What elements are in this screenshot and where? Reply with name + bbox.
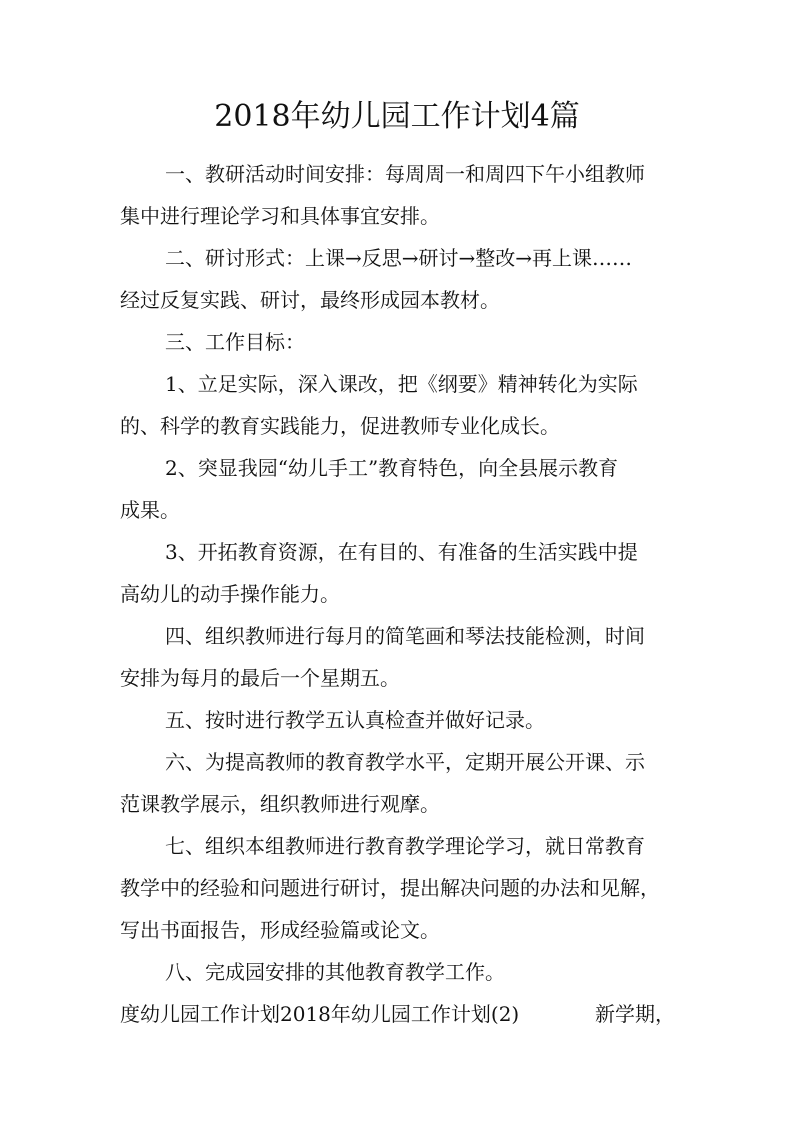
text-line: 五、按时进行教学五认真检查并做好记录。 [165, 708, 545, 732]
text-line: 八、完成园安排的其他教育教学工作。 [165, 960, 505, 984]
text-line: 一、教研活动时间安排：每周周一和周四下午小组教师 [165, 162, 645, 186]
text-line: 集中进行理论学习和具体事宜安排。 [120, 204, 440, 228]
text-line: 成果。 [120, 498, 180, 522]
text-line: 六、为提高教师的教育教学水平，定期开展公开课、示 [165, 750, 645, 774]
text-line: 2、突显我园“幼儿手工”教育特色，向全县展示教育 [165, 456, 619, 480]
text-line: 写出书面报告，形成经验篇或论文。 [120, 918, 440, 942]
text-line: 3、开拓教育资源，在有目的、有准备的生活实践中提 [165, 540, 638, 564]
text-line: 七、组织本组教师进行教育教学理论学习，就日常教育 [165, 834, 645, 858]
text-line: 二、研讨形式：上课→反思→研讨→整改→再上课…… [165, 246, 633, 270]
footer-text-line [120, 998, 675, 1030]
text-line: 高幼儿的动手操作能力。 [120, 582, 340, 606]
text-line: 的、科学的教育实践能力，促进教师专业化成长。 [120, 414, 560, 438]
footer-text-right: 新学期， [595, 1002, 675, 1026]
footer-text-left: 度幼儿园工作计划2018年幼儿园工作计划(2) [120, 1002, 520, 1026]
text-line: 教学中的经验和问题进行研讨，提出解决问题的办法和见解， [120, 876, 660, 900]
text-line: 范课教学展示，组织教师进行观摩。 [120, 792, 440, 816]
document-title: 2018年幼儿园工作计划4篇 [214, 99, 580, 134]
text-line: 1、立足实际，深入课改，把《纲要》精神转化为实际 [165, 372, 638, 396]
text-line: 经过反复实践、研讨，最终形成园本教材。 [120, 288, 500, 312]
text-line: 安排为每月的最后一个星期五。 [120, 666, 400, 690]
text-line: 三、工作目标： [165, 330, 305, 354]
text-line: 四、组织教师进行每月的简笔画和琴法技能检测，时间 [165, 624, 645, 648]
